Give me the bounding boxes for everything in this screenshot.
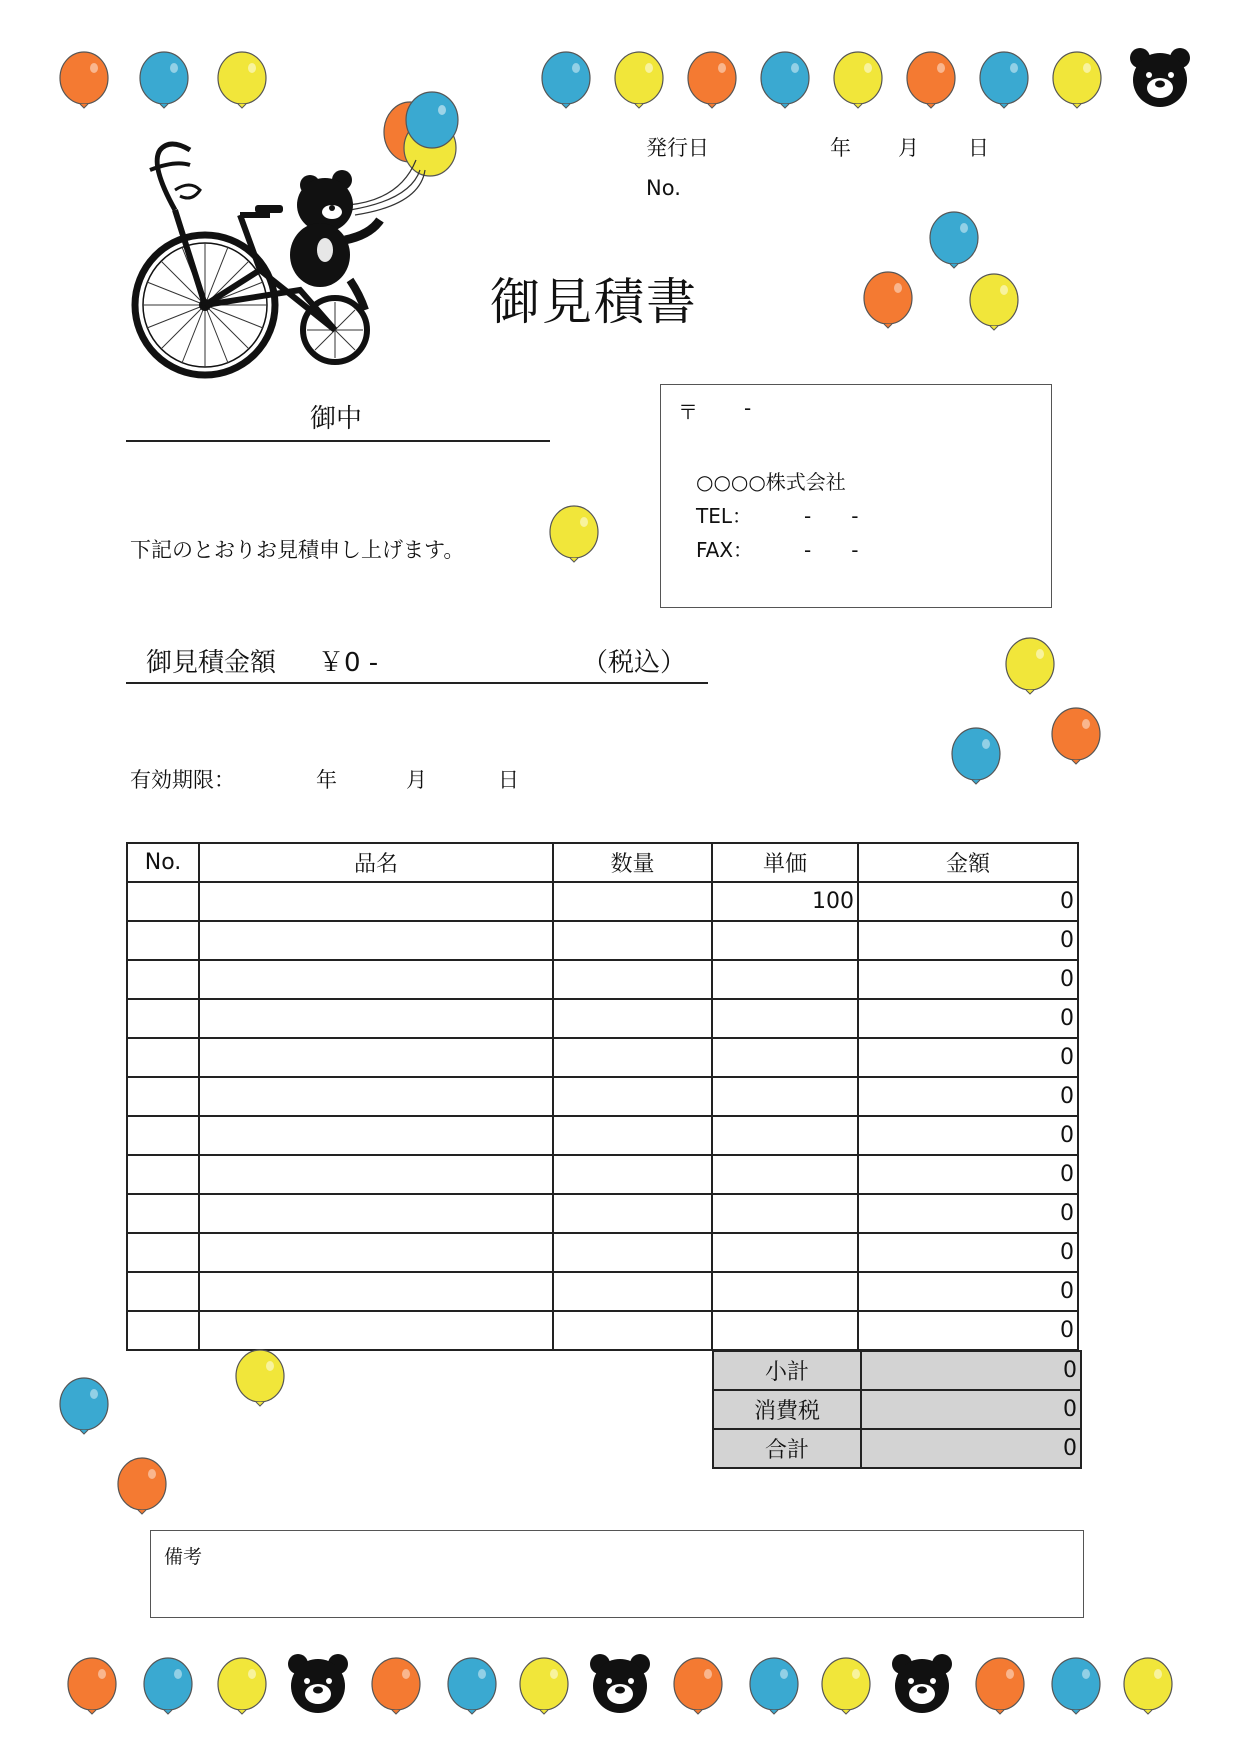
balloon-icon	[140, 1656, 196, 1718]
company-name: ○○○○株式会社	[696, 470, 846, 494]
document-number-label: No.	[646, 176, 681, 200]
cell-quantity[interactable]	[553, 1038, 712, 1077]
cell-item-name[interactable]	[199, 1311, 553, 1350]
cell-no[interactable]	[127, 960, 199, 999]
balloon-icon	[1048, 706, 1104, 768]
header-unit-price: 単価	[712, 843, 858, 882]
amount-label: 御見積金額	[146, 648, 277, 678]
cell-unit-price[interactable]	[712, 1233, 858, 1272]
recipient-honorific: 御中	[310, 404, 363, 434]
tax-row	[713, 1390, 1081, 1429]
bear-face-icon	[588, 1652, 652, 1716]
cell-amount[interactable]: 0	[858, 1272, 1078, 1311]
table-row	[127, 1272, 1078, 1311]
table-row	[127, 1038, 1078, 1077]
document-title: 御見積書	[490, 273, 698, 331]
cell-quantity[interactable]	[553, 960, 712, 999]
cell-item-name[interactable]	[199, 960, 553, 999]
bear-face-icon	[286, 1652, 350, 1716]
cell-unit-price[interactable]	[712, 1155, 858, 1194]
table-row	[127, 921, 1078, 960]
intro-text: 下記のとおりお見積申し上げます。	[130, 538, 465, 562]
balloon-icon	[746, 1656, 802, 1718]
balloon-icon	[611, 50, 667, 112]
issue-date-label: 発行日	[646, 136, 709, 160]
balloon-icon	[976, 50, 1032, 112]
cell-unit-price[interactable]: 100	[712, 882, 858, 921]
balloon-icon	[966, 272, 1022, 334]
tax-included-note: （税込）	[582, 648, 687, 678]
amount-value: ￥0 -	[318, 648, 379, 678]
sender-info-box	[660, 384, 1052, 608]
balloon-icon	[1049, 50, 1105, 112]
balloon-icon	[368, 1656, 424, 1718]
cell-no[interactable]	[127, 921, 199, 960]
header-quantity: 数量	[553, 843, 712, 882]
balloon-icon	[546, 504, 602, 566]
table-header-row	[127, 843, 1078, 882]
cell-item-name[interactable]	[199, 1038, 553, 1077]
tel-label: TEL：	[696, 504, 752, 528]
balloon-icon	[818, 1656, 874, 1718]
validity-month: 月	[406, 768, 427, 792]
balloon-icon	[232, 1348, 288, 1410]
cell-no[interactable]	[127, 1233, 199, 1272]
cell-quantity[interactable]	[553, 921, 712, 960]
cell-item-name[interactable]	[199, 1077, 553, 1116]
total-value[interactable]: 0	[861, 1429, 1081, 1468]
cell-quantity[interactable]	[553, 1272, 712, 1311]
cell-unit-price[interactable]	[712, 1272, 858, 1311]
cell-item-name[interactable]	[199, 1272, 553, 1311]
cell-item-name[interactable]	[199, 1155, 553, 1194]
remarks-label: 備考	[164, 1546, 203, 1568]
cell-quantity[interactable]	[553, 1194, 712, 1233]
cell-amount[interactable]: 0	[858, 1194, 1078, 1233]
cell-quantity[interactable]	[553, 1077, 712, 1116]
totals-table	[712, 1350, 1082, 1469]
table-row	[127, 1155, 1078, 1194]
cell-no[interactable]	[127, 882, 199, 921]
validity-year: 年	[316, 768, 337, 792]
cell-amount[interactable]: 0	[858, 1155, 1078, 1194]
balloon-icon	[860, 270, 916, 332]
table-row	[127, 999, 1078, 1038]
total-label: 合計	[713, 1429, 861, 1468]
header-no: No.	[127, 843, 199, 882]
cell-amount[interactable]: 0	[858, 1233, 1078, 1272]
cell-unit-price[interactable]	[712, 921, 858, 960]
table-row	[127, 1233, 1078, 1272]
cell-quantity[interactable]	[553, 1311, 712, 1350]
cell-amount[interactable]: 0	[858, 882, 1078, 921]
cell-item-name[interactable]	[199, 882, 553, 921]
table-row	[127, 882, 1078, 921]
cell-no[interactable]	[127, 1311, 199, 1350]
cell-unit-price[interactable]	[712, 1116, 858, 1155]
table-row	[127, 1194, 1078, 1233]
cell-unit-price[interactable]	[712, 999, 858, 1038]
subtotal-label: 小計	[713, 1351, 861, 1390]
balloon-icon	[516, 1656, 572, 1718]
fax-value: - -	[804, 538, 859, 562]
amount-underline	[126, 682, 708, 684]
cell-item-name[interactable]	[199, 1116, 553, 1155]
balloon-icon	[1120, 1656, 1176, 1718]
balloon-icon	[972, 1656, 1028, 1718]
tel-value: - -	[804, 504, 859, 528]
remarks-box[interactable]	[150, 1530, 1084, 1618]
table-row	[127, 960, 1078, 999]
issue-date-month: 月	[898, 136, 919, 160]
cell-no[interactable]	[127, 1116, 199, 1155]
cell-unit-price[interactable]	[712, 1194, 858, 1233]
cell-amount[interactable]: 0	[858, 1038, 1078, 1077]
validity-label: 有効期限：	[130, 768, 235, 792]
balloon-icon	[56, 1376, 112, 1438]
fax-label: FAX：	[696, 538, 754, 562]
balloon-icon	[684, 50, 740, 112]
cell-quantity[interactable]	[553, 999, 712, 1038]
issue-date-day: 日	[968, 136, 989, 160]
bear-face-icon	[890, 1652, 954, 1716]
bear-on-bicycle-illustration	[120, 90, 480, 380]
balloon-icon	[56, 50, 112, 112]
postal-code-dash: -	[744, 396, 752, 420]
header-item-name: 品名	[199, 843, 553, 882]
balloon-icon	[926, 210, 982, 272]
cell-unit-price[interactable]	[712, 960, 858, 999]
cell-item-name[interactable]	[199, 921, 553, 960]
cell-no[interactable]	[127, 1077, 199, 1116]
balloon-icon	[948, 726, 1004, 788]
balloon-icon	[670, 1656, 726, 1718]
tax-value[interactable]: 0	[861, 1390, 1081, 1429]
cell-amount[interactable]: 0	[858, 1077, 1078, 1116]
balloon-icon	[64, 1656, 120, 1718]
cell-amount[interactable]: 0	[858, 960, 1078, 999]
cell-quantity[interactable]	[553, 1233, 712, 1272]
balloon-icon	[757, 50, 813, 112]
cell-amount[interactable]: 0	[858, 999, 1078, 1038]
balloon-icon	[903, 50, 959, 112]
issue-date-year: 年	[830, 136, 851, 160]
cell-amount[interactable]: 0	[858, 1116, 1078, 1155]
cell-amount[interactable]: 0	[858, 1311, 1078, 1350]
cell-item-name[interactable]	[199, 1194, 553, 1233]
table-row	[127, 1116, 1078, 1155]
subtotal-value[interactable]: 0	[861, 1351, 1081, 1390]
cell-item-name[interactable]	[199, 1233, 553, 1272]
validity-day: 日	[498, 768, 519, 792]
cell-item-name[interactable]	[199, 999, 553, 1038]
balloon-icon	[1048, 1656, 1104, 1718]
cell-unit-price[interactable]	[712, 1038, 858, 1077]
balloon-icon	[444, 1656, 500, 1718]
tax-label: 消費税	[713, 1390, 861, 1429]
balloon-icon	[114, 1456, 170, 1518]
balloon-icon	[830, 50, 886, 112]
balloon-icon	[214, 1656, 270, 1718]
total-row	[713, 1429, 1081, 1468]
bear-face-icon	[1128, 46, 1192, 110]
balloon-icon	[538, 50, 594, 112]
recipient-underline	[126, 440, 550, 442]
table-row	[127, 1311, 1078, 1350]
cell-unit-price[interactable]	[712, 1311, 858, 1350]
subtotal-row	[713, 1351, 1081, 1390]
cell-unit-price[interactable]	[712, 1077, 858, 1116]
cell-no[interactable]	[127, 1194, 199, 1233]
cell-amount[interactable]: 0	[858, 921, 1078, 960]
cell-no[interactable]	[127, 1272, 199, 1311]
cell-no[interactable]	[127, 1155, 199, 1194]
balloon-icon	[1002, 636, 1058, 698]
cell-quantity[interactable]	[553, 1116, 712, 1155]
table-row	[127, 1077, 1078, 1116]
items-table	[126, 842, 1079, 1351]
cell-no[interactable]	[127, 1038, 199, 1077]
postal-mark: 〒	[678, 400, 698, 424]
header-amount: 金額	[858, 843, 1078, 882]
cell-quantity[interactable]	[553, 882, 712, 921]
cell-no[interactable]	[127, 999, 199, 1038]
cell-quantity[interactable]	[553, 1155, 712, 1194]
